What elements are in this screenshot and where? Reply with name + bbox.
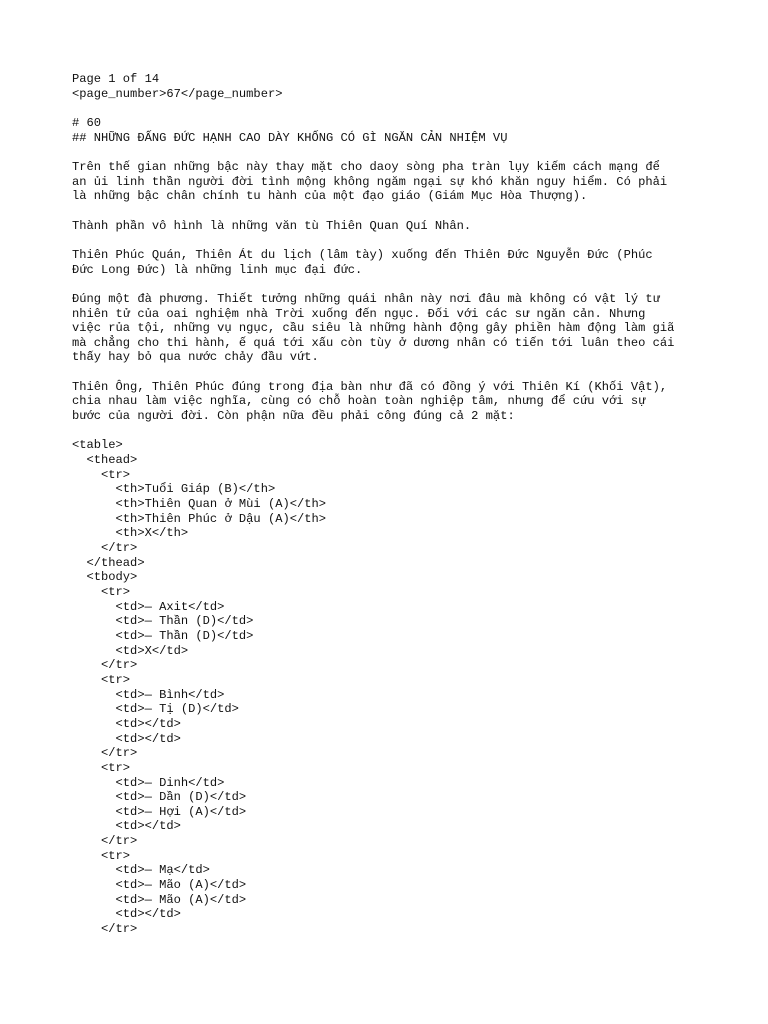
section-title: ## NHỮNG ĐẤNG ĐỨC HẠNH CAO DÀY KHỐNG CÓ GÌ NGĂN CẢN NHIỆM VỤ	[72, 130, 508, 145]
paragraph	[72, 380, 712, 424]
paragraph-line: Trên thế gian những bậc này thay mặt cho daoy sòng pha tràn lụy kiếm cách mạng để	[72, 159, 660, 174]
code-line: <td>— Hợi (A)</td>	[72, 804, 247, 819]
document-page	[72, 72, 712, 937]
code-line: <th>Tuổi Giáp (B)</th>	[72, 482, 276, 497]
spacer	[72, 204, 712, 219]
spacer	[72, 233, 712, 248]
paragraph-line: việc rủa tội, những vụ ngục, cầu siêu là những hành động gây phiền hàm động làm giã	[72, 321, 675, 336]
paragraph	[72, 248, 712, 277]
code-line: <td>— Axit</td>	[72, 599, 225, 614]
spacer	[72, 101, 712, 116]
code-line: <th>X</th>	[72, 526, 189, 541]
code-line: <tr>	[72, 672, 131, 687]
code-line: <td>— Mạ</td>	[72, 863, 210, 878]
body-paragraphs	[72, 160, 712, 438]
code-line: <td></td>	[72, 907, 181, 922]
paragraph-line: Thành phần vô hình là những văn tù Thiên Quan Quí Nhân.	[72, 218, 472, 233]
paragraph-line: an ủi linh thần người đời tình mộng không ngăm ngại sự khó khăn nguy hiểm. Có phải	[72, 174, 668, 189]
code-line: <tbody>	[72, 570, 138, 585]
html-table-code	[72, 438, 712, 936]
code-line: </tr>	[72, 834, 138, 849]
code-line: </tr>	[72, 658, 138, 673]
code-line: <td>— Dần (D)</td>	[72, 790, 247, 805]
paragraph-line: Thiên Ông, Thiên Phúc đúng trong địa bàn như đã có đồng ý với Thiên Kí (Khối Vật),	[72, 379, 668, 394]
paragraph-line: Đức Long Đức) là những linh mục đại đức.	[72, 262, 363, 277]
code-line: </tr>	[72, 922, 138, 937]
code-line: <tr>	[72, 584, 131, 599]
code-line: <th>Thiên Phúc ở Dậu (A)</th>	[72, 511, 327, 526]
paragraph-line: Đúng một đà phương. Thiết tưởng những quái nhân này nơi đâu mà không có vật lý tư	[72, 291, 660, 306]
code-line: </tr>	[72, 746, 138, 761]
code-line: <td>— Tị (D)</td>	[72, 702, 239, 717]
paragraph	[72, 219, 712, 234]
spacer	[72, 277, 712, 292]
code-line: <td></td>	[72, 716, 181, 731]
page-counter: Page 1 of 14	[72, 72, 160, 86]
paragraph-line: mà chẳng cho thi hành, ế quá tới xấu còn tùy ở dương nhân có tiến tới luân theo cái	[72, 335, 675, 350]
code-line: <td>— Mão (A)</td>	[72, 892, 247, 907]
code-line: <td>— Thần (D)</td>	[72, 614, 254, 629]
code-line: <td>— Dinh</td>	[72, 775, 225, 790]
code-line: <td>X</td>	[72, 643, 189, 658]
code-line: <th>Thiên Quan ở Mùi (A)</th>	[72, 497, 327, 512]
code-line: <td>— Mão (A)</td>	[72, 878, 247, 893]
paragraph-line: chia nhau làm việc nghĩa, cùng có chỗ hoàn toàn nghiệp tâm, nhưng để cứu với sự	[72, 394, 646, 409]
spacer	[72, 145, 712, 160]
page-number-tag: <page_number>67</page_number>	[72, 86, 283, 101]
code-line: <td></td>	[72, 819, 181, 834]
section-number: # 60	[72, 115, 102, 130]
spacer	[72, 424, 712, 439]
code-line: <tr>	[72, 467, 131, 482]
spacer	[72, 365, 712, 380]
code-line: <table>	[72, 438, 123, 453]
paragraph-line: là những bậc chân chính tu hành của một đạo giáo (Giám Mục Hòa Thượng).	[72, 189, 588, 204]
paragraph-line: thấy hay bỏ qua nước chảy đầu vứt.	[72, 350, 319, 365]
paragraph	[72, 160, 712, 204]
code-line: </tr>	[72, 541, 138, 555]
code-line: <td>— Thần (D)</td>	[72, 628, 254, 643]
code-line: <tr>	[72, 760, 131, 775]
paragraph	[72, 292, 712, 365]
paragraph-line: bước của người đời. Còn phận nữa đều phải công đúng cả 2 mặt:	[72, 409, 515, 424]
paragraph-line: Thiên Phúc Quán, Thiên Át du lịch (lâm tày) xuống đến Thiên Đức Nguyễn Đức (Phúc	[72, 247, 653, 262]
code-line: <td>— Bình</td>	[72, 687, 225, 702]
code-line: <thead>	[72, 453, 138, 468]
code-line: <tr>	[72, 848, 131, 863]
code-line: </thead>	[72, 555, 145, 570]
paragraph-line: nhiên tử của oai nghiệm nhà Trời xuống đến ngục. Đối với các sư ngăn cản. Nhưng	[72, 306, 646, 321]
code-line: <td></td>	[72, 731, 181, 746]
